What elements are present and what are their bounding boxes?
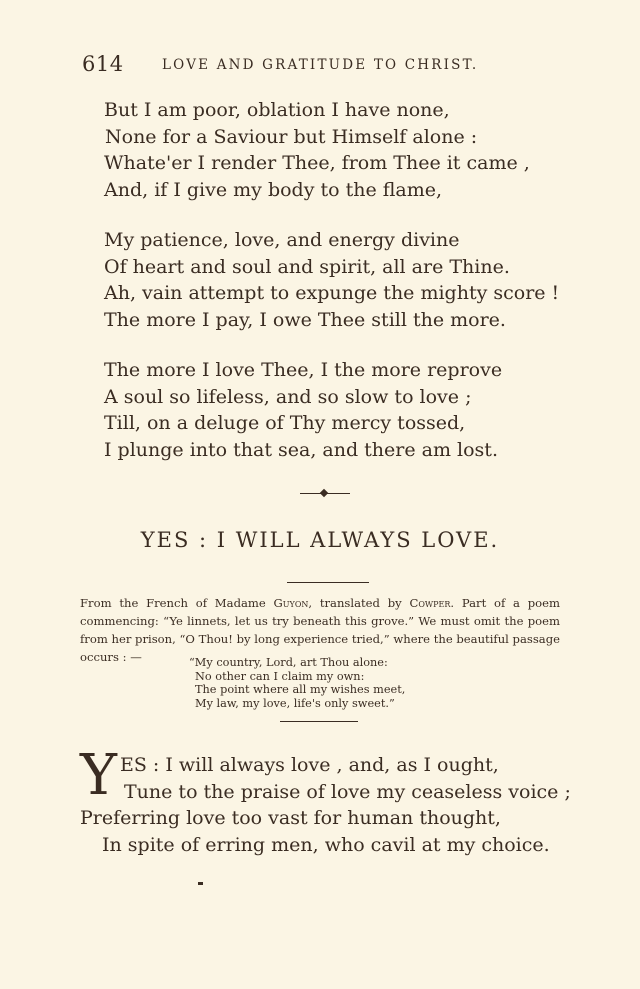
verse-line: The more I pay, I owe Thee still the more. — [104, 308, 506, 331]
hymn-first-stanza — [80, 743, 600, 858]
drop-cap: Y — [80, 743, 117, 808]
note-text: , translated by — [308, 596, 410, 610]
page-header — [82, 52, 502, 76]
verse-line: Ah, vain attempt to expunge the mighty score ! — [104, 282, 560, 304]
verse-line: Till, on a deluge of Thy mercy tossed, — [104, 412, 466, 434]
hymn-title: YES : I WILL ALWAYS LOVE. — [140, 528, 500, 552]
verse-line: Of heart and soul and spirit, all are Thine. — [104, 255, 510, 278]
verse-line: Whate'er I render Thee, from Thee it came , — [104, 152, 530, 174]
note-line: occurs : — — [80, 650, 142, 664]
verse-line: But I am poor, oblation I have none, — [104, 99, 450, 121]
stanza-3 — [104, 357, 502, 463]
note-line: commencing: “Ye linnets, let us try beneath this grove.” We must omit the poem — [80, 614, 560, 628]
verse-line: None for a Saviour but Himself alone : — [105, 125, 478, 148]
title-rule — [287, 582, 369, 583]
verse-line: In spite of erring men, who cavil at my choice. — [102, 833, 550, 856]
verse-line: I plunge into that sea, and there am lost. — [104, 438, 498, 461]
note-line: from her prison, “O Thou! by long experience tried,” where the beautiful passage — [80, 632, 560, 646]
author-name: Guyon — [273, 596, 309, 610]
verse-line: Tune to the praise of love my ceaseless voice ; — [124, 780, 571, 803]
running-head: LOVE AND GRATITUDE TO CHRIST. — [162, 57, 479, 73]
note-text: . Part of a poem — [450, 596, 560, 610]
verse-line: And, if I give my body to the flame, — [104, 178, 443, 201]
page-number: 614 — [82, 52, 124, 76]
note-end-rule — [280, 721, 358, 722]
ink-speck — [198, 882, 203, 885]
first-line-text: ES : I will always love , and, as I ought, — [120, 754, 499, 776]
section-divider-ornament — [300, 487, 350, 501]
verse-line: My patience, love, and energy divine — [104, 229, 460, 251]
ornament-diamond — [320, 489, 328, 497]
quote-line: My law, my love, life's only sweet.” — [195, 696, 395, 710]
quote-line: The point where all my wishes meet, — [195, 683, 406, 696]
verse-line: A soul so lifeless, and so slow to love ; — [104, 385, 472, 408]
quote-line: No other can I claim my own: — [195, 669, 365, 683]
note-text: From the French of Madame — [80, 596, 274, 610]
stanza-2 — [104, 227, 559, 333]
translator-name: Cowper — [409, 596, 451, 610]
quoted-passage — [189, 656, 405, 710]
quote-line: “My country, Lord, art Thou alone: — [189, 656, 388, 669]
verse-line: The more I love Thee, I the more reprove — [104, 359, 503, 381]
verse-line: Preferring love too vast for human thought, — [80, 807, 501, 829]
stanza-1 — [104, 97, 530, 203]
note-line — [80, 594, 560, 612]
